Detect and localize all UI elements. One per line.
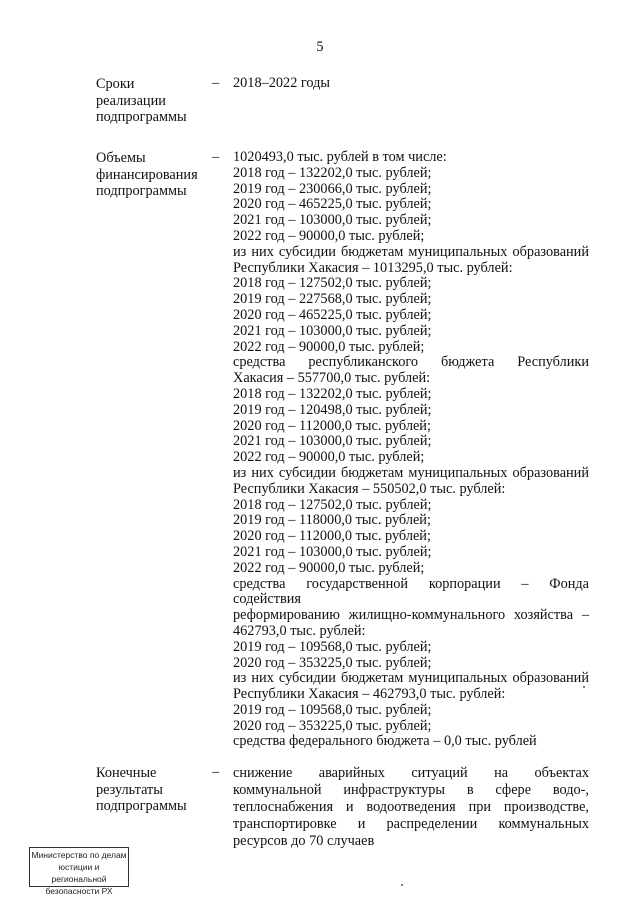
- funding-line: 2019 год – 109568,0 тыс. рублей;: [233, 638, 432, 655]
- funding-line: 2020 год – 353225,0 тыс. рублей;: [233, 717, 432, 734]
- funding-line: 2022 год – 90000,0 тыс. рублей;: [233, 338, 425, 355]
- scan-speck: [583, 686, 585, 688]
- funding-line: 2021 год – 103000,0 тыс. рублей;: [233, 322, 432, 339]
- funding-line: средства федерального бюджета – 0,0 тыс. рублей: [233, 733, 537, 750]
- funding-line: из них субсидии бюджетам муниципальных образований: [233, 670, 589, 687]
- results-dash: –: [212, 764, 220, 780]
- funding-label: [96, 150, 206, 200]
- funding-line: Республики Хакасия – 462793,0 тыс. рублей:: [233, 686, 506, 703]
- timing-label-line: подпрограммы: [96, 109, 187, 125]
- funding-line: из них субсидии бюджетам муниципальных образований: [233, 464, 589, 481]
- timing-dash: –: [212, 75, 220, 91]
- funding-line: 2018 год – 132202,0 тыс. рублей;: [233, 164, 432, 181]
- funding-line: 2020 год – 465225,0 тыс. рублей;: [233, 196, 432, 213]
- funding-line: 2020 год – 112000,0 тыс. рублей;: [233, 417, 431, 434]
- funding-line: 2022 год – 90000,0 тыс. рублей;: [233, 227, 425, 244]
- funding-line: 2022 год – 90000,0 тыс. рублей;: [233, 449, 425, 466]
- results-label-line: Конечные: [96, 765, 157, 781]
- results-label: [96, 765, 206, 815]
- funding-line: 2019 год – 227568,0 тыс. рублей;: [233, 291, 432, 308]
- funding-line: 462793,0 тыс. рублей:: [233, 622, 366, 639]
- funding-line: 2018 год – 127502,0 тыс. рублей;: [233, 275, 432, 292]
- results-text: снижение аварийных ситуаций на объектах коммунальной инфраструктуры в сфере водо-, теплоснабжения и водоотведения при производстве, транспортировке и распределении коммунальных ресурсов до 70 случаев: [233, 765, 589, 849]
- funding-line: 2018 год – 132202,0 тыс. рублей;: [233, 385, 432, 402]
- page-number: 5: [316, 39, 324, 55]
- stamp-line: безопасности РХ: [45, 886, 113, 896]
- funding-line: 2019 год – 109568,0 тыс. рублей;: [233, 701, 432, 718]
- funding-label-line: Объемы: [96, 150, 146, 166]
- funding-line: 2022 год – 90000,0 тыс. рублей;: [233, 559, 425, 576]
- results-label-line: результаты: [96, 781, 163, 798]
- stamp-line: Министерство по делам: [31, 850, 127, 860]
- timing-value: 2018–2022 годы: [233, 75, 331, 91]
- timing-label-line: Сроки: [96, 76, 135, 92]
- timing-content: [233, 76, 589, 92]
- funding-label-line: подпрограммы: [96, 183, 187, 199]
- funding-line: средства республиканского бюджета Республики: [233, 354, 589, 371]
- funding-line: 2019 год – 120498,0 тыс. рублей;: [233, 401, 432, 418]
- funding-line: Республики Хакасия – 550502,0 тыс. рублей:: [233, 480, 506, 497]
- ministry-stamp: [29, 847, 129, 896]
- stamp-line: юстиции и региональной: [51, 862, 107, 884]
- funding-line: 1020493,0 тыс. рублей в том числе:: [233, 149, 447, 165]
- timing-label-line: реализации: [96, 92, 166, 109]
- funding-line: средства государственной корпорации – Фонда содействия: [233, 575, 589, 608]
- funding-line: 2019 год – 230066,0 тыс. рублей;: [233, 180, 432, 197]
- funding-content: [233, 150, 589, 750]
- funding-line: 2020 год – 465225,0 тыс. рублей;: [233, 306, 432, 323]
- timing-label: [96, 76, 206, 126]
- scan-speck: [401, 884, 403, 886]
- funding-line: Республики Хакасия – 1013295,0 тыс. рублей:: [233, 259, 513, 276]
- funding-line: 2021 год – 103000,0 тыс. рублей;: [233, 543, 432, 560]
- funding-line: реформированию жилищно-коммунального хозяйства –: [233, 607, 589, 624]
- funding-line: из них субсидии бюджетам муниципальных образований: [233, 243, 589, 260]
- funding-line: 2020 год – 112000,0 тыс. рублей;: [233, 528, 431, 545]
- funding-dash: –: [212, 149, 220, 165]
- funding-line: 2018 год – 127502,0 тыс. рублей;: [233, 496, 432, 513]
- funding-line: 2020 год – 353225,0 тыс. рублей;: [233, 654, 432, 671]
- funding-line: 2021 год – 103000,0 тыс. рублей;: [233, 433, 432, 450]
- results-label-line: подпрограммы: [96, 798, 187, 814]
- funding-label-line: финансирования: [96, 166, 198, 183]
- funding-line: 2019 год – 118000,0 тыс. рублей;: [233, 512, 431, 529]
- funding-line: Хакасия – 557700,0 тыс. рублей:: [233, 370, 431, 387]
- funding-line: 2021 год – 103000,0 тыс. рублей;: [233, 212, 432, 229]
